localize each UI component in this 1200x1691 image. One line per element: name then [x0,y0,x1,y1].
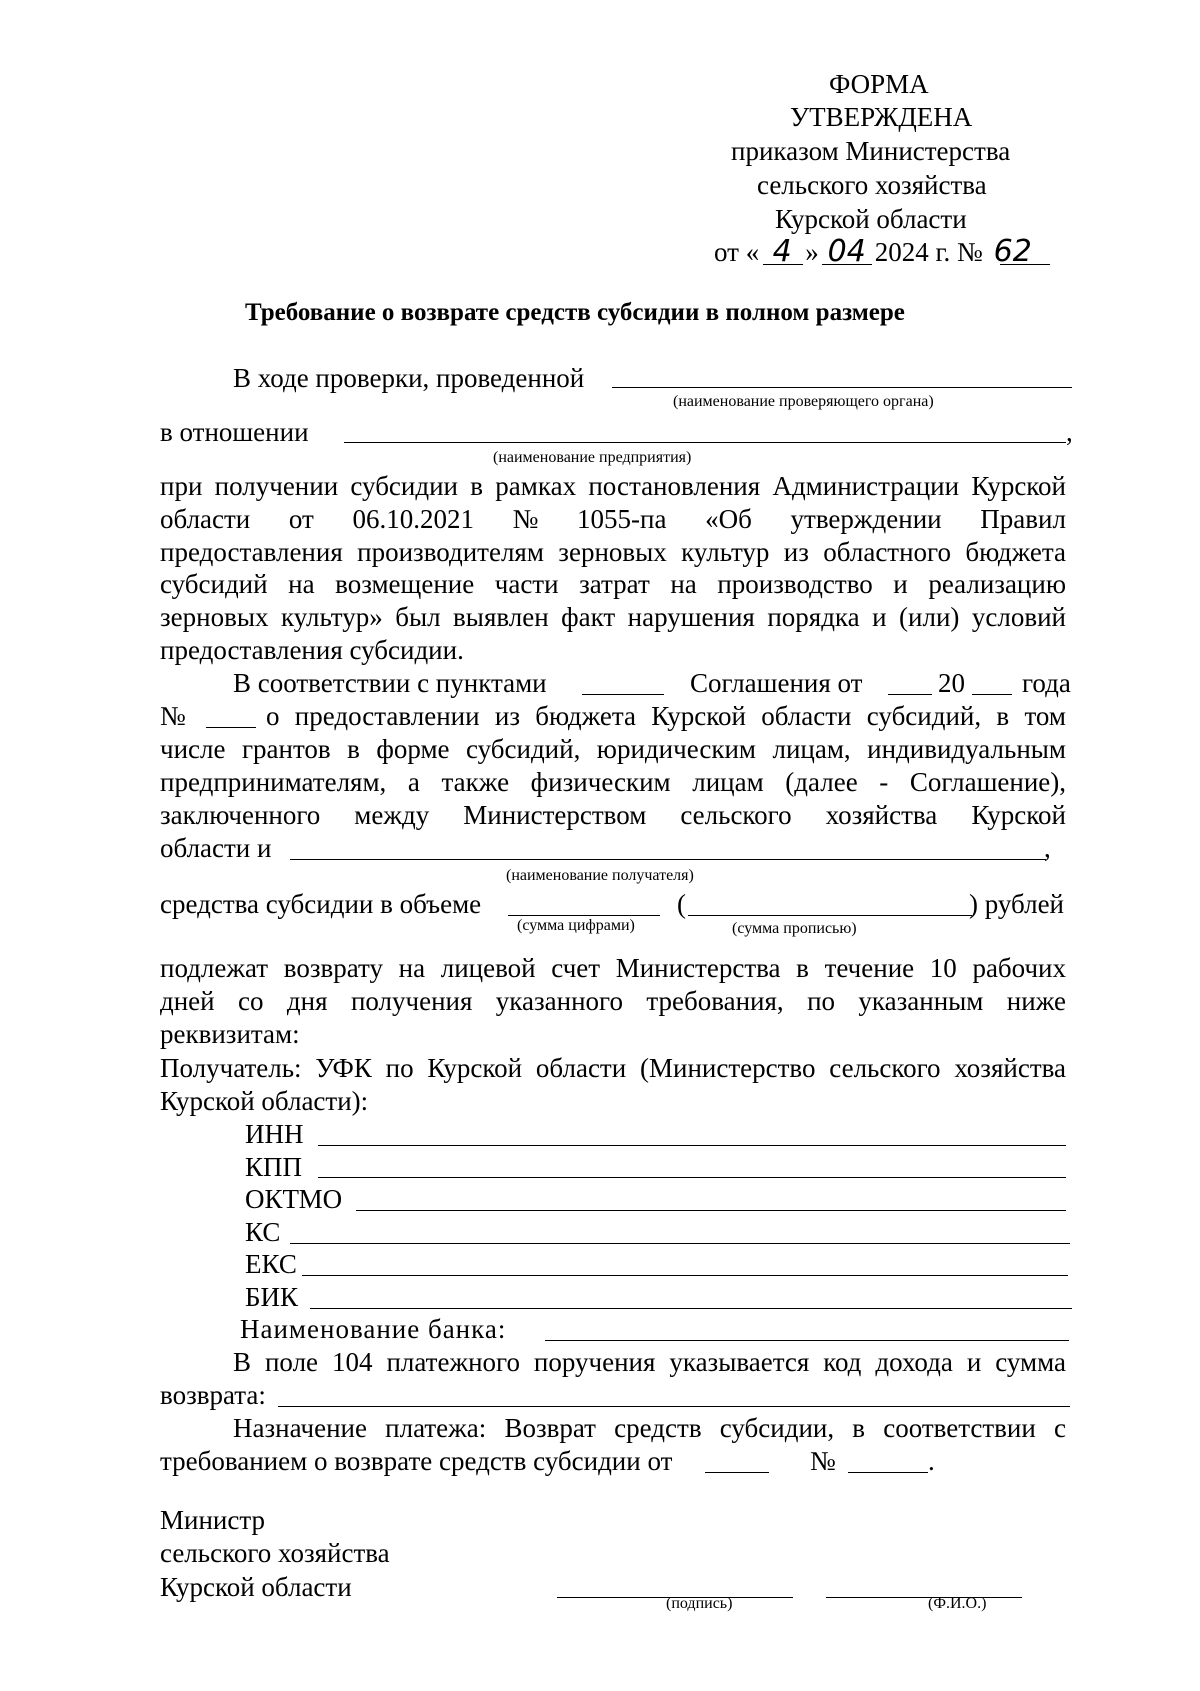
date-mid: » [805,237,819,267]
p1-line-2 [160,503,1066,535]
header-line-3: Курской области [775,204,967,234]
company-field[interactable] [344,442,1066,443]
document-title: Требование о возврате средств субсидии в полном размере [245,299,905,326]
minister-line-3: Курской области [160,1572,352,1602]
p5-line-2a: требованием о возврате средств субсидии от [160,1446,673,1476]
paren-close-rubles: ) рублей [969,889,1065,919]
ks-label: КС [245,1217,281,1247]
p1-line-2-word: области [160,504,251,534]
p3-line-2-word: указанным [858,986,984,1016]
points-field[interactable] [582,694,664,695]
hint-company: (наименование предприятия) [493,449,692,466]
date-year: 2024 г. № [874,237,983,267]
p2-points-label: В соответствии с пунктами [233,668,547,698]
in-relation-label: в отношении [160,417,309,447]
p3-line-2 [160,985,1066,1017]
oktmo-field[interactable] [356,1210,1066,1211]
p5-number-sign: № [810,1446,836,1476]
amount-words-field[interactable] [688,915,972,916]
header-line-1: приказом Министерства [731,136,1011,166]
p3-line-2-word: по [807,986,836,1016]
amount-digits-field[interactable] [508,915,660,916]
oktmo-label: ОКТМО [245,1184,343,1214]
p3-line-4: Получатель: УФК по Курской области (Министерство сельского хозяйства [160,1053,1066,1083]
p3-line-2-word: со [238,986,264,1016]
date-month: 04 [827,234,866,269]
date-day-line [763,264,803,265]
p1-line-2-word: «Об [705,504,752,534]
eks-field[interactable] [302,1275,1068,1276]
bank-name-field[interactable] [545,1340,1069,1341]
eks-label: ЕКС [245,1249,297,1279]
comma-2: , [1044,833,1051,863]
p2-line-5-word: заключенного [160,800,321,830]
hint-full-name: (Ф.И.О.) [928,1595,987,1612]
agreement-year-field[interactable] [972,694,1012,695]
p2-agreement-label: Соглашения от [690,668,863,698]
p3-line-2-word: дней [160,986,215,1016]
income-code-amount-field[interactable] [278,1406,1070,1407]
agreement-date-field[interactable] [888,694,932,695]
p1-line-3: предоставления производителям зерновых культур из областного бюджета [160,537,1066,567]
order-number: 62 [993,234,1032,269]
p5-period: . [928,1446,935,1476]
demand-date-field[interactable] [705,1472,769,1473]
p3-line-2-word: дня [286,986,328,1016]
date-month-line [822,264,872,265]
date-day: 4 [772,234,792,269]
minister-line-1: Министр [160,1505,265,1535]
p1-line-2-word: 06.10.2021 [352,504,474,534]
p2-line-5-word: хозяйства [825,800,938,830]
p2-line-5-word: между [354,800,430,830]
p1-line-2-word: Правил [980,504,1066,534]
paren-open: ( [677,889,686,919]
hint-signature: (подпись) [666,1595,733,1612]
p1-line-5: зерновых культур» был выявлен факт нарушения порядка и (или) условий [160,602,1066,632]
ks-field[interactable] [290,1243,1070,1244]
form-label: ФОРМА [829,69,929,99]
agreement-number-field[interactable] [206,727,256,728]
inspecting-body-field[interactable] [612,387,1072,388]
date-prefix: от « [714,237,760,267]
p2-year-prefix: 20 [938,668,965,698]
hint-digits: (сумма цифрами) [517,917,635,934]
p1-line-2-word: № [512,504,539,534]
bank-name-label: Наименование банка: [240,1314,507,1344]
p2-year-word: года [1022,668,1071,698]
hint-words: (сумма прописью) [732,920,857,937]
amount-label: средства субсидии в объеме [160,889,482,919]
hint-recipient: (наименование получателя) [506,867,694,884]
p5-line-1: Назначение платежа: Возврат средств субсидии, в соответствии с [233,1413,1066,1443]
p1-line-6: предоставления субсидии. [160,635,464,665]
p1-line-2-word: 1055-па [577,504,667,534]
inn-field[interactable] [318,1145,1066,1146]
p3-line-3: реквизитам: [160,1019,300,1049]
p2-line-6: области и [160,833,272,863]
p3-line-5: Курской области): [160,1086,369,1116]
full-name-field[interactable] [826,1597,1022,1598]
kpp-label: КПП [245,1152,303,1182]
p2-line-5 [160,799,1066,831]
p2-line-3: числе грантов в форме субсидий, юридическим лицам, индивидуальным [160,734,1066,764]
p3-line-2-word: указанного [495,986,623,1016]
p2-number-sign: № [160,701,186,731]
header-line-2: сельского хозяйства [757,170,987,200]
p3-line-1: подлежат возврату на лицевой счет Министерства в течение 10 рабочих [160,953,1066,983]
p4-line-2: возврата: [160,1380,266,1410]
approved-label: УТВЕРЖДЕНА [790,102,973,132]
p1-line-1: при получении субсидии в рамках постановления Администрации Курской [160,471,1066,501]
hint-inspecting-body: (наименование проверяющего органа) [673,393,934,410]
demand-number-field[interactable] [848,1472,928,1473]
p2-line-5-word: Министерством [463,800,647,830]
p1-line-2-word: утверждении [790,504,942,534]
comma-1: , [1066,417,1073,447]
p2-line-2: о предоставлении из бюджета Курской области субсидий, в том [266,701,1066,731]
p3-line-2-word: требования, [646,986,784,1016]
bik-label: БИК [245,1282,299,1312]
p3-line-2-word: ниже [1006,986,1066,1016]
inn-label: ИНН [245,1119,304,1149]
recipient-field[interactable] [290,859,1046,860]
p2-line-5-word: сельского [680,800,792,830]
bik-field[interactable] [310,1308,1072,1309]
p1-line-2-word: от [288,504,314,534]
p2-line-4: предпринимателям, а также физическим лицам (далее - Соглашение), [160,767,1066,797]
check-lead: В ходе проверки, проведенной [233,363,585,393]
p2-line-5-word: Курской [971,800,1066,830]
minister-line-2: сельского хозяйства [160,1538,390,1568]
p4-line-1: В поле 104 платежного поручения указывается код дохода и сумма [233,1347,1066,1377]
order-number-line [1000,264,1050,265]
p3-line-2-word: получения [350,986,473,1016]
kpp-field[interactable] [318,1177,1066,1178]
p1-line-4: субсидий на возмещение части затрат на производство и реализацию [160,569,1066,599]
